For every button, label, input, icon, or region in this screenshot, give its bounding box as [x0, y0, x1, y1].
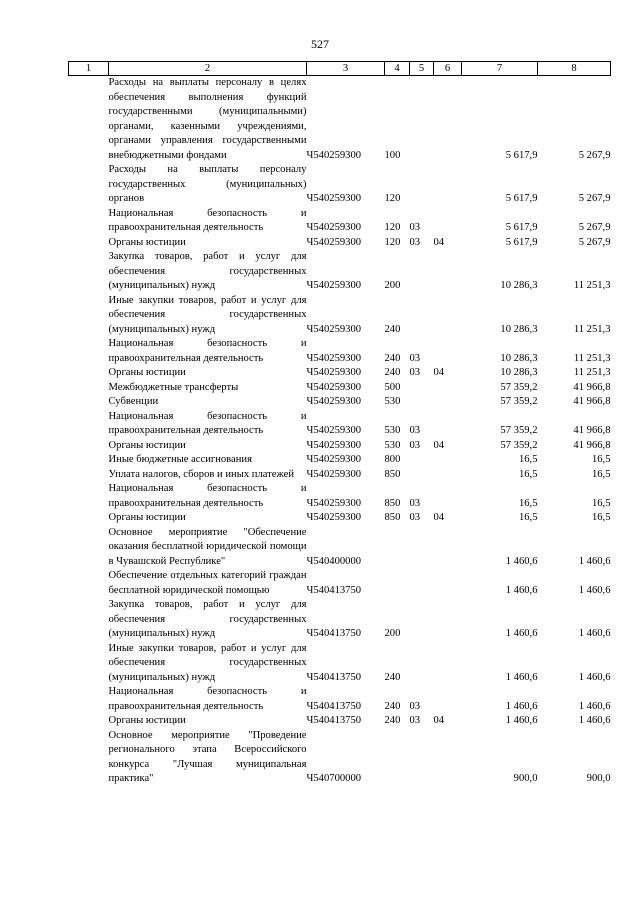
row-expense-type: 100 [384, 149, 401, 161]
row-name: Иные закупки товаров, работ и услуг для обеспечения государственных (муниципальных) нужд [108, 642, 307, 683]
header-cell: 6 [434, 62, 462, 76]
row-expense-type: 120 [384, 222, 401, 233]
row-name: Расходы на выплаты персоналу государственных (муниципальных) органов [108, 164, 307, 204]
row-name: Уплата налогов, сборов и иных платежей [108, 468, 295, 480]
row-subsection [434, 482, 462, 511]
row-name: Основное мероприятие "Обеспечение оказания бесплатной юридической помощи в Чувашской Республике" [108, 526, 307, 567]
row-code: Ч540259300 [306, 439, 362, 451]
row-subsection: 04 [433, 715, 445, 726]
row-expense-type: 530 [384, 396, 401, 407]
row-expense-type: 850 [384, 497, 401, 509]
row-subsection [434, 381, 462, 396]
header-cell: 2 [109, 62, 307, 76]
header-cell: 8 [538, 62, 611, 76]
row-section [410, 163, 434, 207]
table-row [69, 729, 611, 787]
row-subsection [434, 569, 462, 598]
row-expense-type: 500 [384, 381, 401, 393]
row-section: 03 [409, 236, 421, 248]
row-expense-type: 240 [384, 715, 401, 726]
row-subsection: 04 [433, 236, 445, 248]
row-amount-col8: 5 267,9 [578, 149, 611, 161]
row-code: Ч540259300 [306, 193, 362, 204]
row-number-cell [69, 453, 109, 468]
row-amount-col7: 900,0 [513, 773, 538, 784]
row-section: 03 [409, 352, 421, 364]
row-code: Ч540259300 [306, 280, 362, 291]
row-expense-type [385, 729, 410, 787]
row-number-cell [69, 163, 109, 207]
row-amount-col7: 16,5 [518, 454, 538, 465]
row-amount-col7: 10 286,3 [500, 323, 538, 335]
row-section [410, 569, 434, 598]
header-cell: 1 [69, 62, 109, 76]
row-code: Ч540259300 [306, 149, 362, 161]
row-subsection: 04 [433, 367, 445, 378]
row-amount-col7: 1 460,6 [505, 584, 538, 596]
row-amount-col7: 5 617,9 [505, 236, 538, 248]
row-subsection [434, 250, 462, 294]
table-row [69, 163, 611, 207]
row-expense-type: 850 [384, 468, 401, 480]
row-code: Ч540413750 [306, 671, 362, 683]
row-subsection: 04 [433, 512, 445, 523]
table-row [69, 76, 611, 164]
row-number-cell [69, 468, 109, 483]
row-amount-col8: 5 267,9 [578, 193, 611, 204]
row-amount-col7: 57 359,2 [500, 425, 538, 436]
row-expense-type: 240 [384, 367, 401, 378]
row-name: Субвенции [108, 396, 159, 407]
row-section [410, 395, 434, 410]
header-cell: 4 [385, 62, 410, 76]
header-cell: 3 [307, 62, 385, 76]
row-name: Иные закупки товаров, работ и услуг для обеспечения государственных (муниципальных) нужд [108, 294, 307, 335]
header-row [69, 62, 611, 76]
row-amount-col8: 1 460,6 [578, 700, 611, 712]
table-row [69, 511, 611, 526]
table-row [69, 381, 611, 396]
row-number-cell [69, 482, 109, 511]
row-expense-type: 240 [384, 323, 401, 335]
row-number-cell [69, 236, 109, 251]
table-row [69, 207, 611, 236]
row-code: Ч540259300 [306, 497, 362, 509]
row-amount-col7: 5 617,9 [505, 222, 538, 233]
row-subsection: 04 [433, 439, 445, 451]
row-amount-col7: 1 460,6 [505, 700, 538, 712]
row-section: 03 [409, 367, 421, 378]
table-row [69, 685, 611, 714]
row-code: Ч540700000 [306, 773, 362, 784]
row-section [410, 729, 434, 787]
row-code: Ч540400000 [306, 555, 362, 567]
header-cell: 7 [462, 62, 538, 76]
row-number-cell [69, 729, 109, 787]
row-amount-col8: 1 460,6 [578, 628, 611, 639]
row-amount-col7: 5 617,9 [505, 149, 538, 161]
row-number-cell [69, 207, 109, 236]
row-amount-col7: 57 359,2 [500, 396, 538, 407]
row-code: Ч540413750 [306, 584, 362, 596]
row-number-cell [69, 395, 109, 410]
row-amount-col8: 16,5 [591, 468, 611, 480]
row-name: Национальная безопасность и правоохранительная деятельность [108, 483, 307, 509]
row-subsection [434, 395, 462, 410]
row-subsection [434, 76, 462, 164]
row-code: Ч540259300 [306, 396, 362, 407]
row-name: Органы юстиции [108, 512, 186, 523]
row-name: Органы юстиции [108, 439, 186, 451]
row-amount-col8: 16,5 [591, 497, 611, 509]
row-amount-col7: 1 460,6 [505, 715, 538, 726]
row-code: Ч540259300 [306, 236, 362, 248]
row-expense-type: 240 [384, 352, 401, 364]
table-row [69, 598, 611, 642]
row-section: 03 [409, 439, 421, 451]
row-amount-col8: 16,5 [591, 454, 611, 465]
budget-table [68, 61, 611, 787]
row-amount-col8: 11 251,3 [573, 352, 611, 364]
row-expense-type [385, 569, 410, 598]
row-section: 03 [409, 700, 421, 712]
row-amount-col8: 5 267,9 [578, 236, 611, 248]
row-name: Иные бюджетные ассигнования [108, 454, 252, 465]
row-amount-col7: 1 460,6 [505, 628, 538, 639]
row-name: Национальная безопасность и правоохранительная деятельность [108, 207, 307, 233]
row-expense-type: 850 [384, 512, 401, 523]
row-name: Органы юстиции [108, 715, 186, 726]
row-expense-type: 240 [384, 671, 401, 683]
row-name: Закупка товаров, работ и услуг для обеспечения государственных (муниципальных) нужд [108, 599, 307, 639]
row-subsection [434, 410, 462, 439]
row-expense-type: 530 [384, 439, 401, 451]
row-amount-col8: 11 251,3 [573, 280, 611, 291]
row-amount-col8: 1 460,6 [578, 555, 611, 567]
row-number-cell [69, 642, 109, 686]
row-code: Ч540259300 [306, 352, 362, 364]
row-number-cell [69, 439, 109, 454]
row-section: 03 [409, 222, 421, 233]
row-amount-col7: 16,5 [518, 497, 538, 509]
row-section: 03 [409, 425, 421, 436]
row-section [410, 642, 434, 686]
table-row [69, 642, 611, 686]
row-amount-col8: 41 966,8 [573, 381, 611, 393]
row-name: Основное мероприятие "Проведение регионального этапа Всероссийского конкурса "Лучшая муниципальная практика" [108, 729, 307, 784]
row-amount-col8: 11 251,3 [573, 367, 611, 378]
row-number-cell [69, 366, 109, 381]
row-number-cell [69, 598, 109, 642]
row-expense-type: 530 [384, 425, 401, 436]
row-amount-col7: 57 359,2 [500, 381, 538, 393]
row-code: Ч540413750 [306, 628, 362, 639]
row-number-cell [69, 381, 109, 396]
row-subsection [434, 642, 462, 686]
row-code: Ч540259300 [306, 468, 362, 480]
row-name: Национальная безопасность и правоохранительная деятельность [108, 410, 307, 436]
row-amount-col8: 1 460,6 [578, 715, 611, 726]
row-expense-type: 120 [384, 236, 401, 248]
row-section [410, 453, 434, 468]
row-number-cell [69, 294, 109, 338]
row-number-cell [69, 76, 109, 164]
row-amount-col7: 1 460,6 [505, 555, 538, 567]
table-row [69, 439, 611, 454]
row-subsection [434, 468, 462, 483]
row-section [410, 598, 434, 642]
row-code: Ч540259300 [306, 222, 362, 233]
row-section [410, 294, 434, 338]
header-cell: 5 [410, 62, 434, 76]
row-amount-col8: 900,0 [586, 773, 611, 784]
table-row [69, 569, 611, 598]
row-amount-col7: 10 286,3 [500, 280, 538, 291]
row-amount-col8: 1 460,6 [578, 584, 611, 596]
row-name: Расходы на выплаты персоналу в целях обеспечения выполнения функций государственными (муниципальными) органами, казенными учреждениями, органами управления государственными внебюджетными фондами [108, 77, 307, 161]
row-name: Органы юстиции [108, 367, 186, 378]
row-amount-col7: 16,5 [518, 468, 538, 480]
row-amount-col7: 5 617,9 [505, 193, 538, 204]
table-row [69, 714, 611, 729]
table-row [69, 250, 611, 294]
row-amount-col8: 41 966,8 [573, 425, 611, 436]
row-code: Ч540413750 [306, 715, 362, 726]
table-row [69, 526, 611, 570]
row-number-cell [69, 337, 109, 366]
row-name: Межбюджетные трансферты [108, 381, 239, 393]
row-amount-col7: 1 460,6 [505, 671, 538, 683]
row-number-cell [69, 685, 109, 714]
row-section [410, 76, 434, 164]
row-expense-type [385, 526, 410, 570]
row-code: Ч540259300 [306, 367, 362, 378]
row-number-cell [69, 511, 109, 526]
row-code: Ч540413750 [306, 700, 362, 712]
row-subsection [434, 685, 462, 714]
table-row [69, 337, 611, 366]
row-code: Ч540259300 [306, 381, 362, 393]
row-code: Ч540259300 [306, 512, 362, 523]
row-subsection [434, 294, 462, 338]
row-code: Ч540259300 [306, 454, 362, 465]
row-amount-col8: 16,5 [591, 512, 611, 523]
row-name: Закупка товаров, работ и услуг для обеспечения государственных (муниципальных) нужд [108, 251, 307, 291]
row-amount-col7: 16,5 [518, 512, 538, 523]
row-amount-col7: 57 359,2 [500, 439, 538, 451]
row-expense-type: 200 [384, 628, 401, 639]
row-amount-col8: 41 966,8 [573, 439, 611, 451]
row-subsection [434, 453, 462, 468]
table-row [69, 453, 611, 468]
row-section [410, 250, 434, 294]
row-expense-type: 800 [384, 454, 401, 465]
row-code: Ч540259300 [306, 323, 362, 335]
row-expense-type: 240 [384, 700, 401, 712]
row-amount-col7: 10 286,3 [500, 367, 538, 378]
row-amount-col8: 1 460,6 [578, 671, 611, 683]
row-section: 03 [409, 497, 421, 509]
table-row [69, 395, 611, 410]
table-row [69, 410, 611, 439]
row-expense-type: 120 [384, 193, 401, 204]
row-name: Национальная безопасность и правоохранительная деятельность [108, 338, 307, 364]
row-name: Обеспечение отдельных категорий граждан бесплатной юридической помощью [108, 570, 307, 596]
row-name: Национальная безопасность и правоохранительная деятельность [108, 686, 307, 712]
row-section [410, 468, 434, 483]
row-section: 03 [409, 512, 421, 523]
row-number-cell [69, 569, 109, 598]
row-number-cell [69, 410, 109, 439]
table-body [69, 76, 611, 787]
row-subsection [434, 163, 462, 207]
row-number-cell [69, 526, 109, 570]
row-section [410, 526, 434, 570]
row-subsection [434, 207, 462, 236]
row-subsection [434, 337, 462, 366]
row-amount-col8: 41 966,8 [573, 396, 611, 407]
row-amount-col8: 5 267,9 [578, 222, 611, 233]
row-code: Ч540259300 [306, 425, 362, 436]
table-row [69, 468, 611, 483]
row-subsection [434, 526, 462, 570]
row-number-cell [69, 714, 109, 729]
page-number: 527 [311, 37, 329, 51]
table-row [69, 366, 611, 381]
row-amount-col8: 11 251,3 [573, 323, 611, 335]
row-name: Органы юстиции [108, 236, 186, 248]
row-amount-col7: 10 286,3 [500, 352, 538, 364]
table-row [69, 482, 611, 511]
row-subsection [434, 729, 462, 787]
table-row [69, 236, 611, 251]
row-subsection [434, 598, 462, 642]
table-row [69, 294, 611, 338]
row-number-cell [69, 250, 109, 294]
row-expense-type: 200 [384, 280, 401, 291]
row-section: 03 [409, 715, 421, 726]
row-section [410, 381, 434, 396]
